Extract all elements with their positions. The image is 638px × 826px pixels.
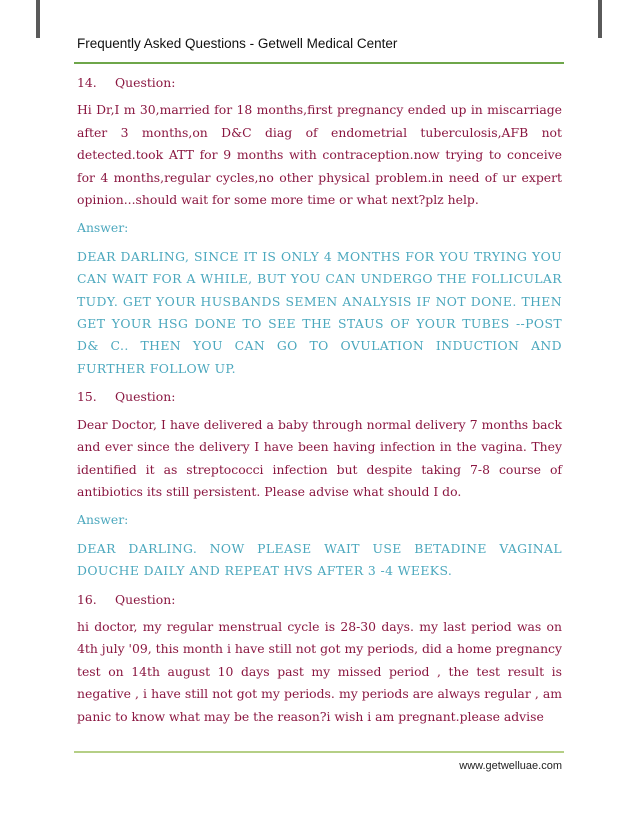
question-heading [77, 589, 562, 611]
answer-text: DEAR DARLING. NOW PLEASE WAIT USE BETADINE VAGINAL DOUCHE DAILY AND REPEAT HVS AFTER 3 -4 WEEKS. [77, 540, 562, 579]
question-heading [77, 386, 562, 408]
faq-content [77, 72, 562, 734]
question-text: hi doctor, my regular menstrual cycle is 28-30 days. my last period was on 4th july '09, this month i have still not got my periods, did a home pregnancy test on 14th august 10 days past my missed period , the test result is negative , i have still not got my periods. my periods are always regular , am panic to know what may be the reason?i wish i am pregnant.please advise [77, 618, 562, 724]
faq-entry-16 [77, 589, 562, 728]
question-heading [77, 72, 562, 94]
faq-entry-14 [77, 72, 562, 380]
question-number: 14. [77, 75, 97, 90]
question-label: Question: [115, 591, 176, 607]
faq-entry-15 [77, 386, 562, 582]
footer-url[interactable]: www.getwelluae.com [459, 760, 562, 772]
footer-divider [74, 751, 564, 753]
question-label: Question: [115, 389, 176, 405]
answer-label: Answer: [77, 220, 129, 236]
question-number: 15. [77, 389, 97, 405]
question-text: Dear Doctor, I have delivered a baby through normal delivery 7 months back and ever since the delivery I have been having infection in the vagina. They identified it as streptococci infection but despite taking 7-8 course of antibiotics its still persistent. Please advise what should I do. [77, 416, 562, 499]
header-divider [74, 62, 564, 64]
question-label: Question: [115, 75, 176, 90]
page-header: Frequently Asked Questions - Getwell Medical Center [77, 36, 398, 51]
crop-mark-top-left [36, 0, 40, 38]
crop-mark-top-right [598, 0, 602, 38]
question-text: Hi Dr,I m 30,married for 18 months,first pregnancy ended up in miscarriage after 3 months,on D&C diag of endometrial tuberculosis,AFB not detected.took ATT for 9 months with contraception.now trying to conceive for 4 months,regular cycles,no other physical problem.in need of ur expert opinion...should wait for some more time or what next?plz help. [77, 102, 562, 208]
answer-text: DEAR DARLING, SINCE IT IS ONLY 4 MONTHS FOR YOU TRYING YOU CAN WAIT FOR A WHILE, BUT YOU CAN UNDERGO THE FOLLICULAR TUDY. GET YOUR HUSBANDS SEMEN ANALYSIS IF NOT DONE. THEN GET YOUR HSG DONE TO SEE THE STAUS OF YOUR TUBES --POST D& C.. THEN YOU CAN GO TO OVULATION INDUCTION AND FURTHER FOLLOW UP. [77, 248, 562, 376]
question-number: 16. [77, 591, 97, 607]
answer-label: Answer: [77, 512, 129, 528]
